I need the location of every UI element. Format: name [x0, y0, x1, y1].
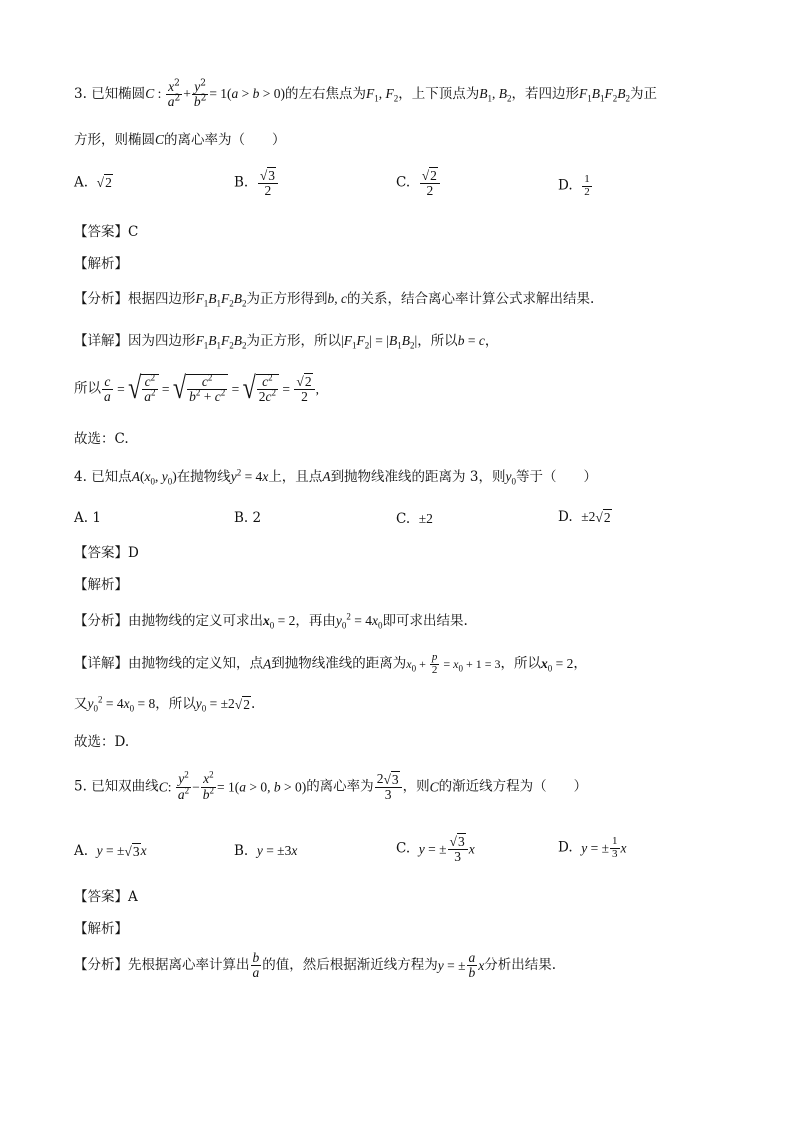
q3-analysis-label: 【解析】	[74, 256, 128, 272]
q4-fenxi: 【分析】由抛物线的定义可求出$x_0 = 2$，再由$y_0^2 = 4x_0$即可求出结果.	[74, 611, 468, 631]
option-label: B.	[234, 843, 249, 859]
q3-text: 已知椭圆	[91, 86, 146, 103]
option-label: D.	[558, 839, 573, 856]
q3-text: 的关系，结合离心率计算公式求解出结果.	[347, 291, 595, 307]
q3-text: 为正	[630, 86, 658, 103]
q5-option-c: C. y = ± √ $\frac{3}{3}$ x	[396, 834, 475, 864]
q4-option-b: B. 2	[234, 510, 262, 526]
fenxi-label: 【分析】	[74, 291, 128, 307]
answer-value: C	[128, 224, 139, 240]
q4-text: ，再由	[295, 613, 336, 629]
q4-number: 4.	[74, 469, 87, 485]
answer-label: 【答案】	[74, 545, 128, 561]
q4-text: ，所以	[500, 655, 542, 672]
q5-text: ，则	[402, 778, 430, 795]
q5-text: 先根据离心率计算出	[128, 956, 250, 973]
q4-option-c: C. ±2	[396, 511, 433, 527]
q3-option-c: C. √ $\frac{2}{2}$	[396, 168, 441, 198]
q4-text: 又	[74, 696, 88, 712]
frac: $\frac{x^2}{a^2}$	[167, 78, 181, 110]
q3-number: 3.	[74, 86, 87, 103]
q3-text: 根据四边形	[128, 291, 196, 307]
q3-text: 方形，则椭圆	[74, 132, 155, 148]
q4-text: 在抛物线	[176, 469, 231, 485]
q3-option-d: D. $\frac{1}{2}$	[558, 173, 590, 198]
q3-text: 所以	[74, 380, 101, 397]
q4-text: ，所以	[155, 696, 196, 712]
q5-stem: 5. 已知双曲线C: $\frac{y^2}{a^2}$ − $\frac{x^2}{b^2}$ = 1(a > 0, b > 0)的离心率为 $\frac{2√ 3}{3}$ ，则C的渐近线方程为（ ）	[74, 772, 587, 802]
fenxi-label: 【分析】	[74, 613, 128, 629]
q4-text: ，	[573, 655, 587, 672]
q5-option-b: B. y = ±3x	[234, 843, 298, 859]
answer-label: 【答案】	[74, 889, 128, 905]
q4-option-a: A. 1	[74, 510, 101, 526]
option-label: C.	[396, 840, 411, 857]
q3-option-a: A. √ 2	[74, 176, 113, 190]
frac: $\frac{y^2}{b^2}$	[193, 78, 207, 110]
answer-label: 【答案】	[74, 224, 128, 240]
q4-text: 到抛物线准线的距离为 3，则	[330, 469, 506, 485]
q4-analysis-label: 【解析】	[74, 577, 128, 593]
q5-text: 分析出结果.	[484, 956, 557, 973]
q3-text: ，上下顶点为	[398, 86, 480, 103]
q4-text: .	[250, 696, 256, 712]
q5-text: 已知双曲线	[91, 778, 159, 795]
detail-label: 【详解】	[74, 333, 128, 349]
q4-text: 由抛物线的定义可求出	[128, 613, 263, 629]
q5-text: 的渐近线方程为（ ）	[438, 778, 588, 795]
answer-value: D	[128, 545, 139, 561]
option-label: A.	[74, 843, 89, 859]
q4-text: 已知点	[91, 469, 132, 485]
q5-fenxi: 【分析】先根据离心率计算出 $\frac{b}{a}$ 的值，然后根据渐近线方程为y = ± $\frac{a}{b}$ x分析出结果.	[74, 950, 557, 981]
q3-text: ，若四边形	[511, 86, 580, 103]
q3-so: 所以 $\frac{c}{a}$ = √ $\frac{c^2}{a^2}$ = √ $\frac{c^2}{b^2 + c^2}$ = √ $\frac{c^2}{2c^2}$ = √ $\frac{2}{2}$ ,	[74, 374, 319, 404]
fenxi-label: 【分析】	[74, 956, 128, 973]
q4-detail: 【详解】由抛物线的定义知，点A到抛物线准线的距离为$x_0$ + $\frac{p}{2}$ = $x_0 + 1 = 3$，所以$x_0 = 2$，	[74, 651, 587, 676]
q3-text: 为正方形得到	[246, 291, 328, 307]
option-label: C.	[396, 174, 411, 191]
q3-text: 为正方形，所以	[246, 333, 341, 349]
q4-option-d: D. ±2√ 2	[558, 510, 612, 525]
q4-choose: 故选：D.	[74, 734, 130, 750]
q5-text: 的离心率为	[306, 778, 374, 795]
option-label: D.	[558, 177, 573, 194]
q3-fenxi: 【分析】根据四边形$F_1B_1F_2B_2$为正方形得到b, c的关系，结合离心率计算公式求解出结果.	[74, 291, 595, 309]
q5-option-a: A. y = ±√ 3x	[74, 844, 147, 859]
answer-value: A	[128, 889, 138, 905]
q4-text: 上，且点	[268, 469, 323, 485]
q5-option-d: D. y = ± $\frac{1}{3}$ x	[558, 835, 627, 860]
q3-detail: 【详解】因为四边形$F_1B_1F_2B_2$为正方形，所以$|F_1F_2| = |B_1B_2|$，所以b = c，	[74, 333, 499, 351]
q5-number: 5.	[74, 778, 87, 795]
q5-text: 的值，然后根据渐近线方程为	[262, 956, 438, 973]
option-label: B.	[234, 174, 249, 191]
q3-text: ，	[484, 333, 499, 349]
q4-text: 到抛物线准线的距离为	[271, 655, 407, 672]
q4-you: 又$y_0^2 = 4x_0 = 8$，所以$y_0 = \pm 2√$ 2.	[74, 697, 255, 712]
q3-stem-line2: 方形，则椭圆C的离心率为（ ）	[74, 132, 286, 148]
option-label: A.	[74, 174, 89, 191]
q3-choose: 故选：C.	[74, 431, 129, 447]
q4-text: 即可求出结果.	[382, 613, 468, 629]
option-label: C.	[396, 511, 411, 527]
q3-text: 的离心率为（ ）	[164, 132, 286, 148]
q5-answer	[74, 891, 138, 905]
q4-stem: 4. 已知点$A(x_0$, $y_0$)在抛物线$y^2 = 4x$上，且点A到抛物线准线的距离为 3，则$y_0$等于（ ）	[74, 467, 597, 487]
q3-text: 的左右焦点为	[285, 86, 367, 103]
q4-text: 等于（ ）	[515, 469, 597, 485]
q4-answer	[74, 547, 139, 561]
q3-answer	[74, 226, 138, 240]
q3-text: 因为四边形	[128, 333, 196, 349]
q4-text: 由抛物线的定义知，点	[128, 655, 263, 672]
option-label: D.	[558, 509, 573, 525]
q5-analysis-label: 【解析】	[74, 921, 128, 937]
detail-label: 【详解】	[74, 655, 128, 672]
q3-option-b: B. √ $\frac{3}{2}$	[234, 168, 279, 198]
q3-stem: 3. 已知椭圆C : $\frac{x^2}{a^2}$ + $\frac{y^2}{b^2}$ = 1(a > b > 0)的左右焦点为$F_1$, $F_2$，上下顶点为$B_1$, $B_2$，若四边形$F_1B_1F_2B_2$为正	[74, 78, 658, 110]
q3-text: ，所以	[417, 333, 458, 349]
